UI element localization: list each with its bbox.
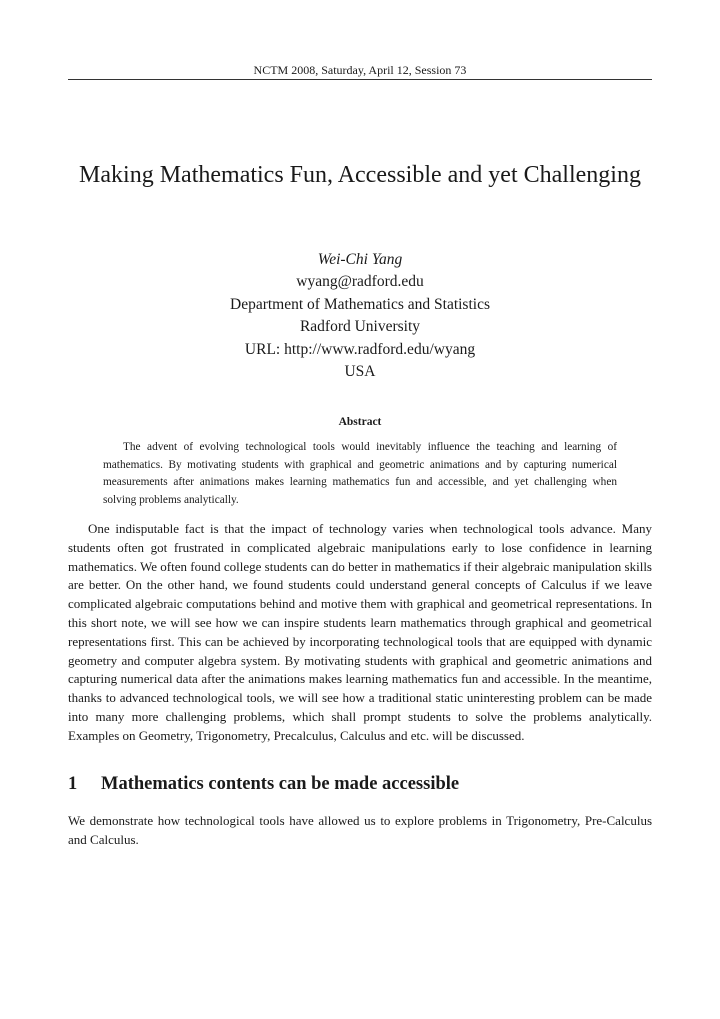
running-header: NCTM 2008, Saturday, April 12, Session 73 [253,63,467,77]
author-block [68,249,652,383]
header-rule [68,79,652,80]
author-country: USA [344,363,376,381]
section-1-paragraph: We demonstrate how technological tools have allowed us to explore problems in Trigonometry, Pre-Calculus and Calculus. [68,813,652,847]
author-email: wyang@radford.edu [296,273,424,291]
author-url: URL: http://www.radford.edu/wyang [244,340,476,358]
author-name: Wei-Chi Yang [317,251,403,268]
introduction-paragraph: One indisputable fact is that the impact of technology varies when technological tools advance. Many students often got frustrated in complicated algebraic manipulations early to lose confidence in learning mathematics. We often found college students can do better in mathematics if their algebraic manipulation skills are better. On the other hand, we found students could understand general concepts of Calculus if we leave complicated algebraic computations behind and motive them with graphical and geometrical representations. In this short note, we will see how we can inspire students learn mathematics through graphical and geometrical representations first. This can be achieved by incorporating technological tools that are equipped with dynamic geometry and computer algebra system. By motivating students with graphical and geometric animations and capturing numerical data after the animations makes learning mathematics fun and accessible. In the meantime, thanks to advanced technological tools, we will see how a traditional static uninteresting problem can be made into many more challenging problems, which shall prompt students to solve the problems analytically. Examples on Geometry, Trigonometry, Precalculus, Calculus and etc. will be discussed. [68,521,652,743]
abstract-heading: Abstract [338,416,382,428]
author-university: Radford University [299,318,421,336]
section-number: 1 [68,774,78,794]
paper-title: Making Mathematics Fun, Accessible and yet Challenging [79,162,641,188]
abstract-text: The advent of evolving technological tools would inevitably influence the teaching and learning of mathematics. By motivating students with graphical and geometric animations and by capturing numerical measurements after animations makes learning mathematics fun and accessible, and yet challenging when solving problems analytically. [103,441,617,506]
section-title: Mathematics contents can be made accessible [101,774,460,794]
author-department: Department of Mathematics and Statistics [230,295,490,313]
section-1-heading [68,772,652,796]
